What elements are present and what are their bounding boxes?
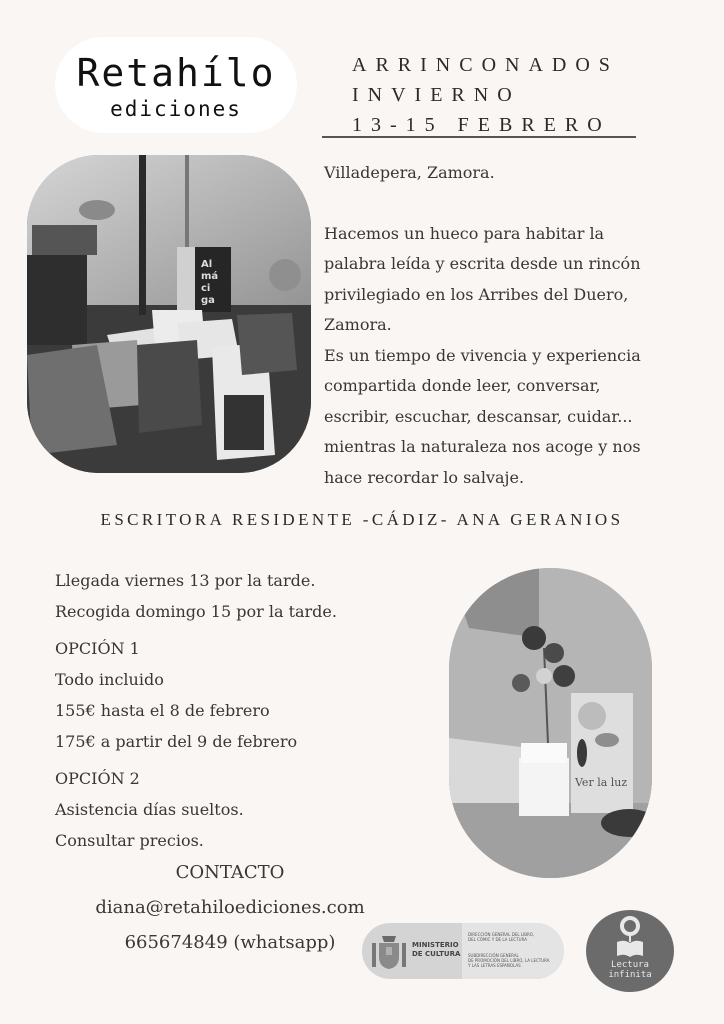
flower-book-icon [615,916,645,958]
contact-block [60,855,400,960]
lectura-line-2: infinita [608,970,652,980]
ministerio-de-cultura-logo [362,923,564,979]
intro-line: mientras la naturaleza nos acoge y nos [324,437,641,456]
logo-subtitle: ediciones [110,97,242,121]
ministry-dept-2: SUBDIRECCIÓN GENERAL DE PROMOCIÓN DEL LIBRO, LA LECTURA Y LAS LETRAS ESPAÑOLAS [468,953,550,968]
books-photo [27,155,311,473]
intro-line: Hacemos un hueco para habitar la [324,223,605,243]
intro-line: Zamora. [324,315,392,334]
flowers-photo [449,568,652,878]
svg-text:Al: Al [201,259,213,270]
contact-phone[interactable]: 665674849 (whatsapp) [124,932,336,953]
title-divider [322,136,636,138]
flowers-photo-illustration [449,568,652,878]
intro-line: privilegiado en los Arribes del Duero, [324,284,629,304]
location: Villadepera, Zamora. [324,163,495,182]
contact-email[interactable]: diana@retahiloediciones.com [95,897,365,918]
option-1-price-late: 175€ a partir del 9 de febrero [55,732,298,751]
title-line-1: ARRINCONADOS [352,54,619,76]
option-1-title: OPCIÓN 1 [55,639,140,658]
spain-crest-icon [372,933,406,971]
title-line-dates: 13-15 FEBRERO [352,114,611,136]
event-title [352,50,619,140]
option-1-line: Todo incluido [55,670,164,689]
ministry-dept-1: DIRECCIÓN GENERAL DEL LIBRO, DEL CÓMIC Y DE LA LECTURA [468,932,535,942]
lectura-infinita-logo [586,910,674,992]
svg-text:má: má [201,271,219,282]
svg-text:ga: ga [201,295,215,306]
retahilo-logo [55,37,297,133]
arrival: Llegada viernes 13 por la tarde. [55,571,316,590]
option-2-line: Consultar precios. [55,831,204,850]
books-photo-illustration [27,155,311,473]
svg-text:ci: ci [201,283,211,294]
logo-title: Retahílo [76,51,276,95]
intro-text [324,158,704,493]
contact-heading: CONTACTO [175,862,285,883]
intro-line: palabra leída y escrita desde un rincón [324,254,641,273]
lectura-line-1: Lectura [611,960,649,970]
intro-line: compartida donde leer, conversar, [324,376,601,395]
svg-text:Ver la luz: Ver la luz [575,776,628,789]
intro-line: Es un tiempo de vivencia y experiencia [324,345,641,365]
option-2-title: OPCIÓN 2 [55,769,140,788]
pickup: Recogida domingo 15 por la tarde. [55,602,337,621]
title-line-2: INVIERNO [352,84,521,106]
option-1-price-early: 155€ hasta el 8 de febrero [55,701,270,720]
intro-line: hace recordar lo salvaje. [324,467,525,487]
ministry-name: MINISTERIO DE CULTURA [412,941,461,958]
option-2-line: Asistencia días sueltos. [55,800,244,819]
details [55,565,435,856]
writer-in-residence: ESCRITORA RESIDENTE -CÁDIZ- ANA GERANIOS [100,510,624,529]
intro-line: escribir, escuchar, descansar, cuidar... [324,406,633,426]
